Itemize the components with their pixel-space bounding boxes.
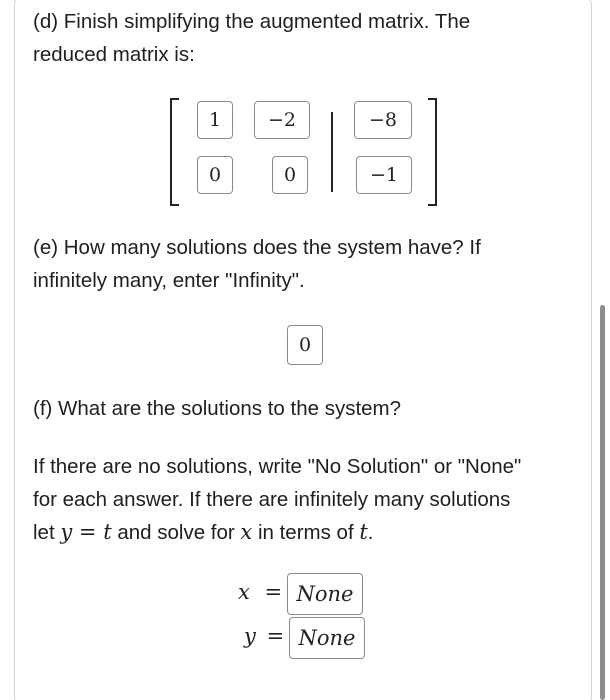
x-equation-label [238,580,282,604]
part-f-instructions [33,450,573,549]
var-t-2: t [359,520,368,544]
x-answer-input[interactable]: None [287,573,363,615]
part-f-instr-let: let [33,521,61,544]
y-equals-sign: = [266,624,285,648]
matrix-cell-r2c3[interactable]: −1 [356,156,412,194]
part-f-prompt: (f) What are the solutions to the system? [33,397,402,420]
matrix-cell-r2c1[interactable]: 0 [197,156,233,194]
part-f-instr-period: . [367,521,374,544]
var-x: x [240,520,253,544]
matrix-cell-r2c2[interactable]: 0 [272,156,308,194]
augmented-divider [331,112,333,192]
solution-count-input[interactable]: 0 [287,325,323,365]
y-variable: y [244,624,256,648]
part-e-prompt-line1: (e) How many solutions does the system have? If [33,236,481,259]
part-f-instr-line2: for each answer. If there are infinitely many solutions [33,488,511,511]
part-e-prompt [33,231,573,297]
part-e-prompt-line2: infinitely many, enter "Infinity". [33,269,305,292]
matrix-cell-r1c1[interactable]: 1 [197,101,233,139]
matrix-cell-r1c3[interactable]: −8 [354,101,412,139]
y-equation-label [244,624,284,648]
var-y: y [60,520,73,544]
var-t: t [103,520,112,544]
x-equals-sign: = [264,580,283,604]
matrix-right-bracket [428,98,437,206]
part-d-prompt-line2: reduced matrix is: [33,43,195,66]
vertical-scrollbar[interactable] [600,305,605,700]
part-f-instr-terms: in terms of [252,521,360,544]
part-f-instr-solve: and solve for [111,521,241,544]
var-equals: = [72,520,104,544]
matrix-cell-r1c2[interactable]: −2 [254,101,310,139]
x-variable: x [238,580,250,604]
part-d-prompt [33,5,573,71]
y-answer-input[interactable]: None [289,617,365,659]
matrix-left-bracket [170,98,179,206]
part-d-prompt-line1: (d) Finish simplifying the augmented matrix. The [33,10,471,33]
part-f-instr-line1: If there are no solutions, write "No Solution" or "None" [33,455,522,478]
